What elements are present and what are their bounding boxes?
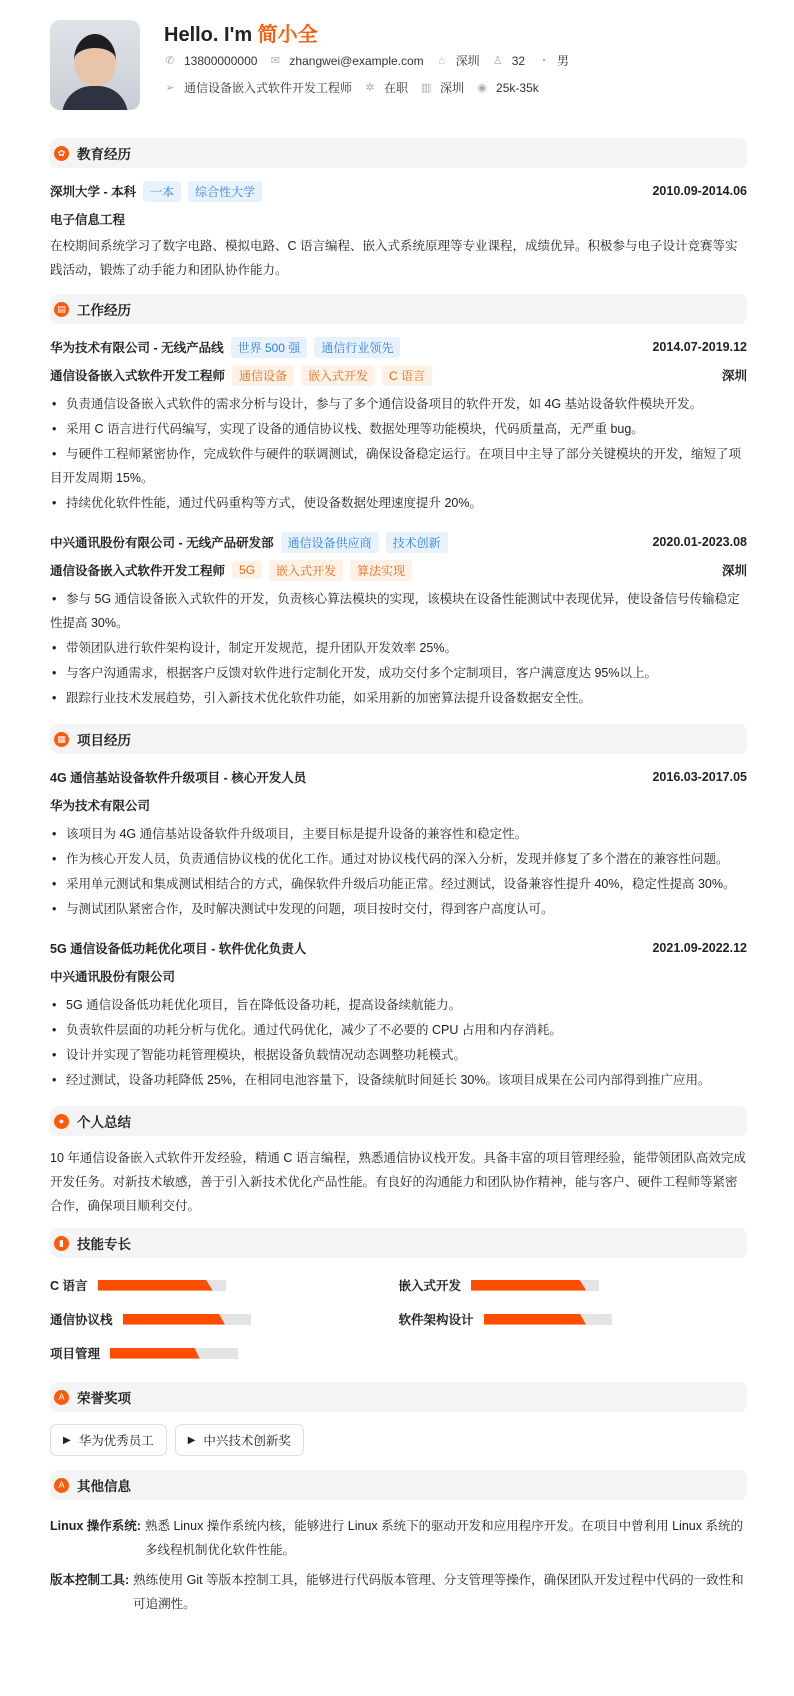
list-item: • 负责软件层面的功耗分析与优化。通过代码优化，减少了不必要的 CPU 占用和内存消耗。: [50, 1018, 747, 1042]
role: 通信设备嵌入式软件开发工程师: [50, 564, 226, 578]
list-item: • 带领团队进行软件架构设计，制定开发规范，提升团队开发效率 25%。: [50, 636, 747, 660]
skill-level-fill: [110, 1348, 200, 1359]
meta-value: zhangwei@example.com: [289, 53, 424, 68]
list-item: • 与客户沟通需求，根据客户反馈对软件进行定制化开发，成功交付多个定制项目，客户满意度达 95%以上。: [50, 661, 747, 685]
major: 电子信息工程: [50, 213, 126, 227]
city: 深圳: [721, 564, 747, 578]
date: 2020.01-2023.08: [652, 535, 747, 549]
skill-name: 项目管理: [50, 1347, 101, 1361]
meta-value: 通信设备嵌入式软件开发工程师: [184, 81, 353, 95]
award-label: 中兴技术创新奖: [203, 1434, 291, 1448]
skill-bar: [123, 1314, 251, 1325]
skill-bar: [484, 1314, 612, 1325]
skill-item: [399, 1268, 748, 1302]
date: 2014.07-2019.12: [652, 340, 747, 354]
skill-item: [50, 1302, 399, 1336]
avatar: [50, 20, 140, 110]
section-title: 荣誉奖项: [77, 1391, 131, 1406]
company-row: [50, 792, 747, 818]
list-item: • 负责通信设备嵌入式软件的需求分析与设计，参与了多个通信设备项目的软件开发，如 4G 基站设备软件模块开发。: [50, 392, 747, 416]
company: 华为技术有限公司: [50, 799, 151, 813]
other-item: [50, 1568, 747, 1616]
chart-icon: ▮: [54, 1236, 69, 1251]
briefcase-icon: ▤: [54, 302, 69, 317]
meta-value: 男: [557, 54, 570, 68]
section-title: 其他信息: [77, 1479, 131, 1494]
project-item: [50, 935, 747, 1092]
list-item: • 与硬件工程师紧密协作，完成软件与硬件的联调测试，确保设备稳定运行。在项目中主导了部分关键模块的开发，缩短了项目开发周期 15%。: [50, 442, 747, 490]
age-icon: ♙: [492, 55, 503, 67]
job-row: [164, 75, 581, 100]
other-value: 熟悉 Linux 操作系统内核，能够进行 Linux 系统下的驱动开发和应用程序开发。在项目中曾利用 Linux 系统的多线程机制优化软件性能。: [144, 1519, 743, 1557]
graduation-icon: ✿: [54, 146, 69, 161]
skill-item: [50, 1268, 399, 1302]
section-work: [50, 294, 747, 324]
grid-icon: ▦: [54, 732, 69, 747]
date: 2016.03-2017.05: [652, 770, 747, 784]
tag: 世界 500 强: [231, 337, 308, 358]
company: 中兴通讯股份有限公司 - 无线产品研发部: [50, 536, 274, 550]
list-item: • 跟踪行业技术发展趋势，引入新技术优化软件功能，如采用新的加密算法提升设备数据安全性。: [50, 686, 747, 710]
other-item: [50, 1514, 747, 1562]
section-title: 教育经历: [77, 147, 131, 162]
role: 通信设备嵌入式软件开发工程师: [50, 369, 226, 383]
home-icon: ⌂: [438, 54, 445, 67]
tag: 技术创新: [386, 532, 448, 553]
award-icon: A: [54, 1390, 69, 1405]
skill-name: C 语言: [50, 1279, 88, 1293]
skill-name: 通信协议栈: [50, 1313, 113, 1327]
skill-item: [399, 1302, 748, 1336]
list-item: • 作为核心开发人员，负责通信协议栈的优化工作。通过对协议栈代码的深入分析，发现并修复了多个潜在的兼容性问题。: [50, 847, 747, 871]
company-row: [50, 529, 747, 555]
bullets: [50, 392, 747, 515]
tag: 嵌入式开发: [301, 365, 375, 386]
section-awards: [50, 1382, 747, 1412]
skill-level-fill: [484, 1314, 586, 1325]
skill-level-fill: [123, 1314, 225, 1325]
phone-icon: ✆: [165, 55, 175, 67]
candidate-name: 简小全: [257, 24, 318, 46]
send-icon: ➢: [165, 82, 175, 94]
role-row: [50, 557, 747, 583]
tag: 通信设备供应商: [281, 532, 379, 553]
other-value: 熟练使用 Git 等版本控制工具，能够进行代码版本管理、分支管理等操作，确保团队开发过程中代码的一致性和可追溯性。: [133, 1573, 744, 1611]
other-key: Linux 操作系统:: [50, 1519, 141, 1533]
meta-value: 32: [511, 53, 526, 68]
tag: 算法实现: [350, 560, 412, 581]
meta-value: 13800000000: [184, 53, 258, 68]
tag: C 语言: [382, 365, 432, 386]
summary-text: 10 年通信设备嵌入式软件开发经验，精通 C 语言编程，熟悉通信协议栈开发。具备丰富的项目管理经验，能带领团队高效完成开发任务。对新技术敏感，善于引入新技术优化产品性能。有良好的沟通能力和团队协作精神，能与客户、硬件工程师等紧密合作，确保项目顺利交付。: [50, 1151, 746, 1213]
skill-level-fill: [98, 1280, 213, 1291]
skill-name: 软件架构设计: [398, 1313, 474, 1327]
project-row: [50, 935, 747, 961]
skill-bar: [471, 1280, 599, 1291]
meta-value: 深圳: [455, 54, 480, 68]
date: 2010.09-2014.06: [652, 184, 747, 198]
project-name: 5G 通信设备低功耗优化项目 - 软件优化负责人: [50, 942, 307, 956]
award-badge[interactable]: [175, 1424, 304, 1456]
project-row: [50, 764, 747, 790]
list-item: • 持续优化软件性能，通过代码重构等方式，使设备数据处理速度提升 20%。: [50, 491, 747, 515]
list-item: • 参与 5G 通信设备嵌入式软件的开发，负责核心算法模块的实现，该模块在设备性能测试中表现优异，使设备信号传输稳定性提高 30%。: [50, 587, 747, 635]
date: 2021.09-2022.12: [652, 941, 747, 955]
bullets: [50, 587, 747, 710]
skill-name: 嵌入式开发: [398, 1279, 462, 1293]
skill-level-fill: [471, 1280, 586, 1291]
other-key: 版本控制工具:: [50, 1573, 130, 1587]
list-item: • 5G 通信设备低功耗优化项目，旨在降低设备功耗，提高设备续航能力。: [50, 993, 747, 1017]
info-icon: A: [54, 1478, 69, 1493]
section-skills: [50, 1228, 747, 1258]
bullet-list: [50, 993, 747, 1092]
profile-header: [50, 20, 747, 110]
award-label: 华为优秀员工: [78, 1434, 154, 1448]
section-title: 技能专长: [77, 1237, 131, 1252]
skill-bar: [98, 1280, 226, 1291]
skill-bar: [110, 1348, 238, 1359]
meta-value: 在职: [384, 81, 409, 95]
list-item: • 设计并实现了智能功耗管理模块，根据设备负载情况动态调整功耗模式。: [50, 1043, 747, 1067]
section-summary: [50, 1106, 747, 1136]
role-row: [50, 362, 747, 388]
company: 中兴通讯股份有限公司: [50, 970, 176, 984]
list-item: • 采用单元测试和集成测试相结合的方式，确保软件升级后功能正常。经过测试，设备兼容性提升 40%，稳定性提高 30%。: [50, 872, 747, 896]
tag: 通信行业领先: [314, 337, 400, 358]
list-item: • 采用 C 语言进行代码编写，实现了设备的通信协议栈、数据处理等功能模块，代码质量高，无严重 bug。: [50, 417, 747, 441]
gender-icon: ◔: [539, 54, 547, 67]
bullet-list: [50, 392, 747, 515]
building-icon: ▥: [420, 82, 432, 94]
bullet-list: [50, 587, 747, 710]
section-title: 工作经历: [77, 303, 131, 318]
user-icon: ●: [54, 1114, 69, 1129]
triangle-icon: ▶: [63, 1434, 71, 1446]
bullets: [50, 822, 747, 921]
company: 华为技术有限公司 - 无线产品线: [50, 341, 224, 355]
section-other: [50, 1470, 747, 1500]
section-title: 项目经历: [77, 733, 131, 748]
tag: 综合性大学: [188, 181, 262, 202]
triangle-icon: ▶: [187, 1434, 196, 1446]
section-projects: [50, 724, 747, 754]
work-item: [50, 529, 747, 710]
meta-value: 深圳: [440, 81, 465, 95]
greeting: Hello. I'm: [164, 24, 253, 46]
tag: 通信设备: [232, 365, 294, 386]
page-title: [164, 18, 581, 46]
company-row: [50, 334, 747, 360]
status-icon: ✲: [365, 82, 375, 94]
list-item: • 与测试团队紧密合作，及时解决测试中发现的问题，项目按时交付，得到客户高度认可。: [50, 897, 747, 921]
city: 深圳: [721, 369, 747, 383]
award-badge[interactable]: [50, 1424, 167, 1456]
meta-value: 25k-35k: [496, 80, 539, 95]
contact-row: [164, 48, 581, 73]
tag: 5G: [232, 561, 262, 579]
list-item: • 经过测试，设备功耗降低 25%，在相同电池容量下，设备续航时间延长 30%。该项目成果在公司内部得到推广应用。: [50, 1068, 747, 1092]
bullets: [50, 993, 747, 1092]
skill-item: [50, 1336, 399, 1370]
bullet-list: [50, 822, 747, 921]
section-title: 个人总结: [77, 1115, 131, 1130]
education-desc: 在校期间系统学习了数字电路、模拟电路、C 语言编程、嵌入式系统原理等专业课程，成绩优异。积极参与电子设计竞赛等实践活动，锻炼了动手能力和团队协作能力。: [50, 239, 738, 277]
tag: 嵌入式开发: [269, 560, 343, 581]
work-item: [50, 334, 747, 515]
project-name: 4G 通信基站设备软件升级项目 - 核心开发人员: [50, 771, 307, 785]
company-row: [50, 963, 747, 989]
project-item: [50, 764, 747, 921]
section-education: [50, 138, 747, 168]
school: 深圳大学 - 本科: [50, 185, 137, 199]
list-item: • 该项目为 4G 通信基站设备软件升级项目，主要目标是提升设备的兼容性和稳定性。: [50, 822, 747, 846]
salary-icon: ◉: [477, 82, 487, 94]
mail-icon: ✉: [270, 55, 281, 67]
tag: 一本: [143, 181, 181, 202]
